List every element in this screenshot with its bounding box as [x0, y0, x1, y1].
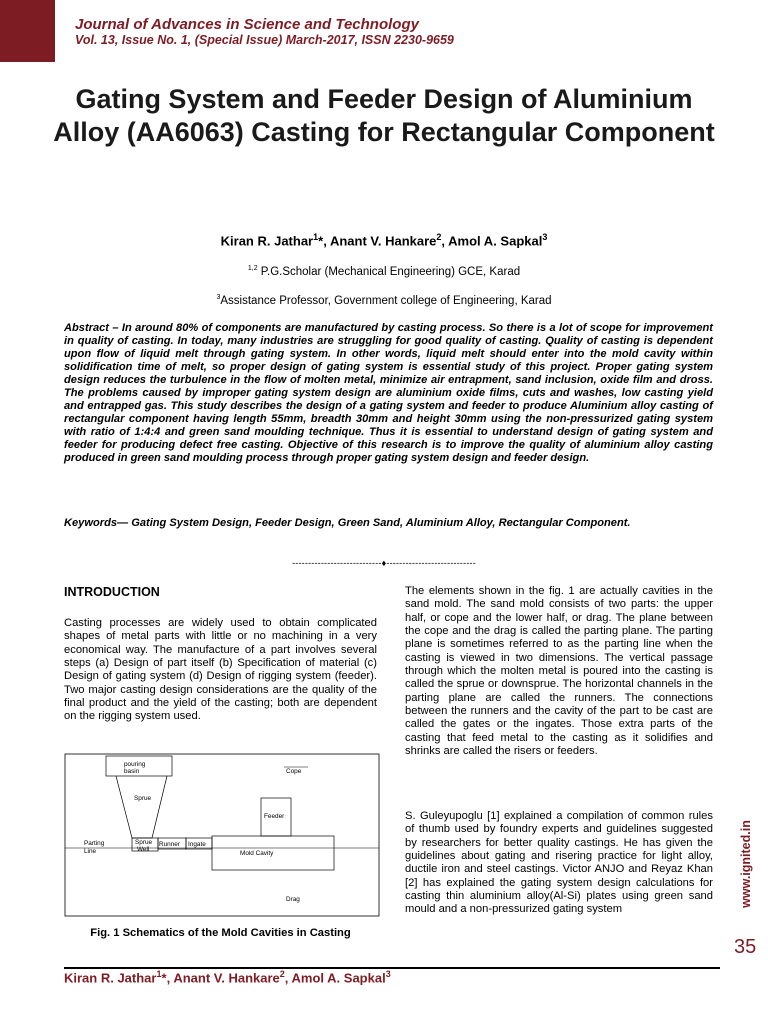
author-mark: * — [161, 970, 167, 986]
sprue-label: Sprue — [134, 795, 152, 802]
author-separator: , — [323, 233, 330, 249]
sprue-well-label: Well — [137, 846, 150, 853]
affiliation-text: Assistance Professor, Government college of Engineering, Karad — [220, 294, 552, 307]
author-name: Anant V. Hankare — [329, 233, 437, 249]
author-separator: , — [166, 970, 174, 986]
author-separator: , — [441, 233, 449, 249]
feeder-label: Feeder — [264, 813, 285, 820]
body-paragraph: S. Guleyupoglu [1] explained a compilation of common rules of thumb used by foundry experts and guidelines suggested by researchers for better quality castings. He has given the guidelines about gating and risering practice for light alloy, ductile iron and steel castings. Victor ANJO and Reyaz Khan [2] has explained the gating system design calculations for casting thin aluminium alloy(Al-Si) plates using green sand mould and a non-pressurized gating system — [405, 810, 713, 916]
section-separator: ----------------------------♦---------------------------- — [292, 558, 476, 568]
author-sup: 1 — [156, 969, 162, 979]
page-number: 35 — [734, 936, 757, 958]
author-sup: 3 — [385, 969, 391, 979]
author-list — [0, 232, 768, 248]
author-mark: * — [318, 233, 324, 249]
introduction-paragraph: Casting processes are widely used to obtain complicated shapes of metal parts with little or no machining in a very economical way. The manufacture of a part involves several steps (a) Design of part itself (b) Specification of material (c) Design of gating system (d) Design of rigging system (feeder). Two major casting design considerations are the quality of the final product and the yield of the casting; both are dependent on the rigging system used. — [64, 617, 377, 723]
pouring-basin-label: pouring — [124, 761, 146, 768]
footer-author-list — [64, 969, 391, 985]
mold-cavity-label: Mold Cavity — [240, 850, 274, 857]
affiliation-text: P.G.Scholar (Mechanical Engineering) GCE, Karad — [257, 265, 521, 278]
affiliation — [0, 265, 768, 278]
journal-header — [75, 16, 454, 48]
author-sup: 1 — [313, 232, 319, 242]
pouring-basin-label: basin — [124, 768, 140, 775]
author-sup: 2 — [279, 969, 285, 979]
parting-line-label: Parting — [84, 840, 105, 847]
affiliation-sup: 1,2 — [247, 265, 258, 272]
paper-title: Gating System and Feeder Design of Aluminium Alloy (AA6063) Casting for Rectangular Component — [53, 84, 715, 147]
journal-issue: Vol. 13, Issue No. 1, (Special Issue) March-2017, ISSN 2230-9659 — [75, 33, 454, 47]
drag-label: Drag — [286, 896, 300, 903]
author-name: Kiran R. Jathar — [64, 970, 157, 986]
publisher-url[interactable] — [738, 810, 754, 920]
sprue-shape — [116, 776, 167, 838]
figure-caption: Fig. 1 Schematics of the Mold Cavities in Casting — [90, 927, 351, 939]
author-name: Kiran R. Jathar — [220, 233, 314, 249]
ingate-label: Ingate — [188, 841, 206, 848]
author-separator: , — [284, 970, 292, 986]
body-paragraph: The elements shown in the fig. 1 are actually cavities in the sand mold. The sand mold consists of two parts: the upper half, or cope and the lower half, or drag. The plane between the cope and the drag is called the parting plane. The parting plane is sometimes referred to as the parting line when the casting is viewed in two dimensions. The vertical passage through which the molten metal is poured into the casting is called the sprue or downsprue. The horizontal channels in the parting plane are called the runners. The connections between the runners and the cavity of the part to be cast are called the gates or the ingates. Those extra parts of the casting that feed metal to the casting as it solidifies and shrinks are called the risers or feeders. — [405, 585, 713, 758]
author-sup: 3 — [542, 232, 548, 242]
mold-schematic-figure — [64, 752, 380, 917]
journal-color-block — [0, 0, 55, 62]
author-name: Anant V. Hankare — [173, 970, 280, 986]
flask-outline — [65, 754, 379, 916]
publisher-url-text[interactable]: www.ignited.in — [739, 820, 753, 908]
affiliation — [0, 294, 768, 307]
affiliation-sup: 3 — [216, 294, 221, 301]
author-name: Amol A. Sapkal — [291, 970, 386, 986]
author-name: Amol A. Sapkal — [448, 233, 543, 249]
abstract: Abstract – In around 80% of components are manufactured by casting process. So there is a lot of scope for improvement in quality of casting. In today, many industries are struggling for good quality of casting. Quality of casting is dependent upon flow of liquid melt through gating system. In other words, liquid melt should enter into the mold cavity within solidification time of melt, so proper design of gating system is essential study of this project. Proper gating system design reduces the turbulence in the flow of molten metal, minimize air entrapment, sand inclusion, oxide film and dross. The problems caused by improper gating system design are aluminium oxide films, cuts and washes, low casting yield and entrapped gas. This study describes the design of a gating system and feeder to produce Aluminium alloy casting of rectangular component having length 55mm, breadth 30mm and height 30mm using the non-pressurized gating system with ratio of 1:4:4 and green sand moulding technique. Thus it is essential to understand design of gating system and feeder for producing defect free casting. Objective of this research is to improve the quality of aluminium alloy casting produced in green sand moulding process through proper gating system design and feeder design. — [64, 322, 713, 465]
author-sup: 2 — [436, 232, 442, 242]
keywords: Keywords— Gating System Design, Feeder Design, Green Sand, Aluminium Alloy, Rectangular Component. — [64, 517, 631, 529]
runner-label: Runner — [159, 841, 180, 848]
journal-name: Journal of Advances in Science and Technology — [75, 16, 419, 33]
cope-label: Cope — [286, 768, 302, 775]
introduction-heading: INTRODUCTION — [64, 585, 160, 599]
parting-line-label: Line — [84, 848, 97, 855]
sprue-well-label: Sprue — [135, 839, 153, 846]
